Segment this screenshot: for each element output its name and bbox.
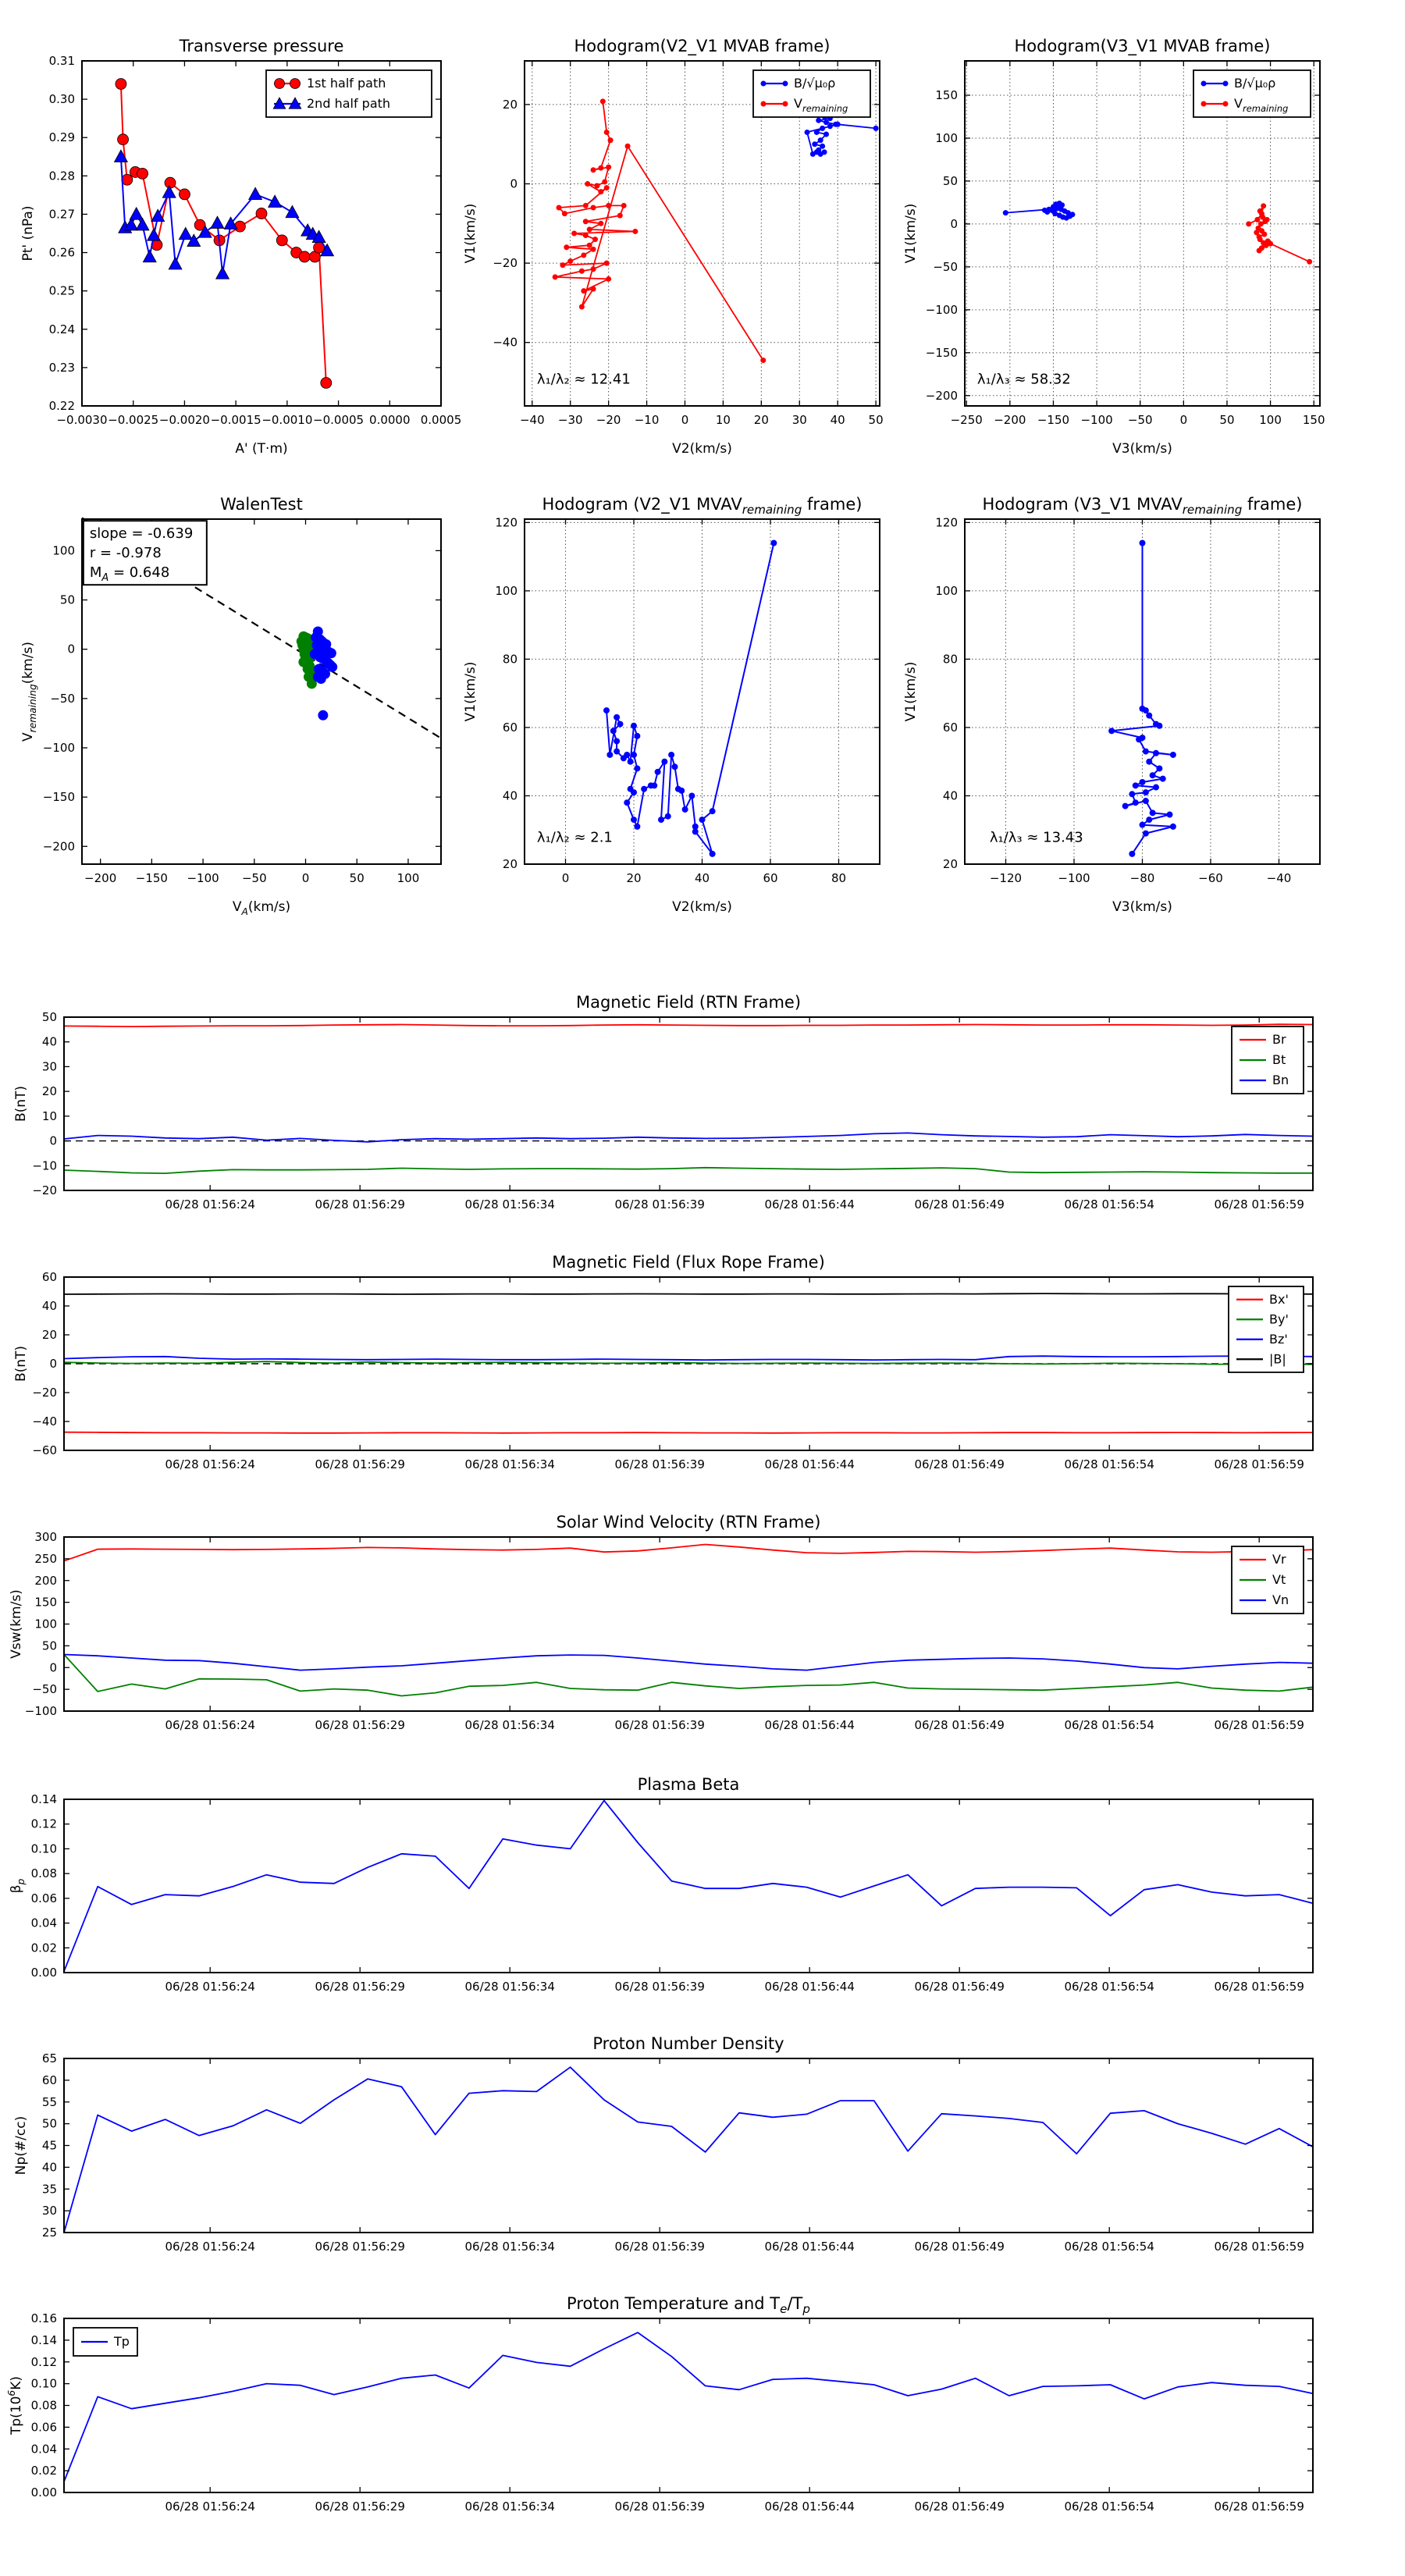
svg-text:0.28: 0.28 [48,169,75,183]
svg-text:0.31: 0.31 [48,54,75,68]
svg-text:0.00: 0.00 [30,2485,57,2500]
svg-text:06/28 01:56:59: 06/28 01:56:59 [1214,1457,1304,1471]
svg-text:−30: −30 [557,413,583,427]
chart-title: Proton Temperature and $T_e/T_p$ [567,2294,810,2316]
svg-text:0.04: 0.04 [30,2442,57,2457]
svg-text:250: 250 [34,1551,57,1566]
svg-text:40: 40 [41,1034,57,1049]
svg-text:−0.0030: −0.0030 [56,413,108,427]
svg-text:0.14: 0.14 [30,2332,57,2347]
svg-text:−40: −40 [519,413,545,427]
svg-text:80: 80 [831,871,847,885]
svg-text:06/28 01:56:29: 06/28 01:56:29 [315,1197,405,1212]
svg-text:Br: Br [1272,1032,1286,1047]
svg-text:−0.0025: −0.0025 [108,413,159,427]
svg-text:0.10: 0.10 [30,1841,57,1856]
svg-text:0: 0 [49,1660,57,1675]
svg-text:0: 0 [561,871,570,885]
svg-text:06/28 01:56:29: 06/28 01:56:29 [315,1718,405,1732]
svg-text:06/28 01:56:34: 06/28 01:56:34 [464,1718,555,1732]
svg-text:06/28 01:56:34: 06/28 01:56:34 [464,2240,555,2254]
chart-title: Hodogram (V2_V1 $MVAV_{remaining}$ frame) [542,495,863,517]
svg-text:06/28 01:56:34: 06/28 01:56:34 [464,2500,555,2514]
svg-text:−100: −100 [925,302,958,317]
svg-text:06/28 01:56:34: 06/28 01:56:34 [464,1457,555,1471]
svg-text:0: 0 [67,642,75,656]
svg-text:50: 50 [59,592,75,607]
svg-text:Bz': Bz' [1269,1331,1288,1347]
svg-text:80: 80 [942,652,958,667]
svg-text:λ₁/λ₃ ≈ 13.43: λ₁/λ₃ ≈ 13.43 [989,829,1083,846]
svg-text:10: 10 [41,1108,57,1123]
svg-text:50: 50 [41,1010,57,1024]
chart-title: Magnetic Field (Flux Rope Frame) [552,1253,825,1272]
svg-text:Vt: Vt [1272,1572,1286,1587]
svg-text:06/28 01:56:59: 06/28 01:56:59 [1214,1718,1304,1732]
svg-text:r = -0.978: r = -0.978 [89,545,162,562]
svg-text:40: 40 [942,788,958,803]
svg-text:0.23: 0.23 [48,360,75,375]
svg-text:80: 80 [502,652,518,667]
svg-text:40: 40 [694,871,710,885]
svg-text:λ₁/λ₂ ≈ 2.1: λ₁/λ₂ ≈ 2.1 [536,829,613,846]
svg-text:−40: −40 [493,335,518,350]
svg-text:−250: −250 [950,413,983,427]
svg-text:100: 100 [935,583,958,598]
svg-text:30: 30 [41,1059,57,1074]
svg-text:20: 20 [502,97,518,112]
svg-text:−0.0020: −0.0020 [158,413,210,427]
svg-text:−50: −50 [241,871,267,885]
svg-text:300: 300 [34,1530,57,1544]
svg-text:0.06: 0.06 [30,2420,57,2435]
svg-text:20: 20 [41,1328,57,1342]
svg-text:06/28 01:56:24: 06/28 01:56:24 [165,2500,255,2514]
annotation-0 [84,521,207,585]
y-axis-label: B(nT) [13,1085,29,1123]
y-axis-label: Np(#/cc) [13,2115,29,2176]
svg-text:06/28 01:56:39: 06/28 01:56:39 [614,1980,705,1994]
svg-text:06/28 01:56:29: 06/28 01:56:29 [315,2240,405,2254]
legend [1193,70,1311,117]
svg-text:λ₁/λ₃ ≈ 58.32: λ₁/λ₃ ≈ 58.32 [976,371,1071,388]
svg-text:40: 40 [502,788,518,803]
legend [1232,1546,1304,1614]
svg-text:100: 100 [52,543,75,558]
svg-text:50: 50 [868,413,884,427]
svg-text:30: 30 [791,413,807,427]
svg-text:B/√μ₀ρ: B/√μ₀ρ [1234,76,1276,91]
svg-text:06/28 01:56:44: 06/28 01:56:44 [764,1457,855,1471]
annotation-0 [990,829,1083,845]
svg-text:40: 40 [830,413,845,427]
svg-text:06/28 01:56:44: 06/28 01:56:44 [764,1718,855,1732]
svg-text:0: 0 [301,871,310,885]
svg-text:50: 50 [41,1638,57,1653]
svg-text:100: 100 [397,871,420,885]
svg-text:−10: −10 [634,413,660,427]
svg-text:0.25: 0.25 [48,283,75,298]
svg-text:06/28 01:56:24: 06/28 01:56:24 [165,1457,255,1471]
svg-text:−150: −150 [925,345,958,360]
svg-text:06/28 01:56:39: 06/28 01:56:39 [614,1197,705,1212]
x-axis-label: V3(km/s) [1112,899,1172,915]
svg-text:0.27: 0.27 [48,207,75,222]
svg-text:0.02: 0.02 [30,2464,57,2478]
chart-title: Hodogram(V3_V1 MVAB frame) [1014,37,1271,55]
series-Bx' [64,1432,1313,1433]
svg-text:0.30: 0.30 [48,92,75,107]
chart-title: Proton Number Density [592,2034,784,2053]
svg-text:−40: −40 [32,1414,57,1429]
chart-title: Hodogram (V3_V1 $MVAV_{remaining}$ frame) [982,495,1303,517]
svg-text:−50: −50 [50,691,75,706]
svg-text:150: 150 [34,1595,57,1610]
svg-text:Bn: Bn [1272,1073,1289,1087]
svg-text:−0.0005: −0.0005 [313,413,365,427]
svg-text:06/28 01:56:54: 06/28 01:56:54 [1064,2500,1154,2514]
svg-text:06/28 01:56:24: 06/28 01:56:24 [165,1980,255,1994]
svg-text:06/28 01:56:54: 06/28 01:56:54 [1064,1980,1154,1994]
y-axis-label: V1(km/s) [903,203,919,264]
svg-text:06/28 01:56:24: 06/28 01:56:24 [165,1197,255,1212]
annotation-0 [977,371,1071,387]
svg-text:0.02: 0.02 [30,1941,57,1955]
svg-text:06/28 01:56:24: 06/28 01:56:24 [165,2240,255,2254]
svg-text:0.12: 0.12 [30,2354,57,2369]
svg-text:0.22: 0.22 [48,399,75,413]
svg-text:06/28 01:56:34: 06/28 01:56:34 [464,1197,555,1212]
svg-text:06/28 01:56:59: 06/28 01:56:59 [1214,2240,1304,2254]
svg-text:06/28 01:56:39: 06/28 01:56:39 [614,2500,705,2514]
y-axis-label: Pt' (nPa) [20,205,36,262]
svg-text:06/28 01:56:54: 06/28 01:56:54 [1064,2240,1154,2254]
svg-text:Vn: Vn [1272,1592,1289,1607]
svg-text:−10: −10 [32,1158,57,1173]
chart-title: Plasma Beta [637,1775,740,1794]
svg-text:120: 120 [935,515,958,530]
x-axis-label: V3(km/s) [1112,441,1172,457]
svg-text:20: 20 [41,1084,57,1099]
svg-text:100: 100 [34,1617,57,1631]
svg-text:Tp: Tp [114,2334,130,2349]
annotation-0 [537,371,631,387]
svg-text:By': By' [1269,1311,1289,1327]
svg-text:−100: −100 [1080,413,1113,427]
svg-text:0: 0 [681,413,689,427]
svg-text:06/28 01:56:49: 06/28 01:56:49 [914,1197,1005,1212]
svg-text:06/28 01:56:39: 06/28 01:56:39 [614,2240,705,2254]
legend [1229,1286,1304,1372]
svg-text:65: 65 [41,2051,57,2065]
svg-text:06/28 01:56:59: 06/28 01:56:59 [1214,2500,1304,2514]
svg-text:150: 150 [935,87,958,102]
y-axis-label: $V_{remaining}(km/s)$ [20,642,38,742]
svg-text:0.08: 0.08 [30,2398,57,2413]
svg-text:35: 35 [41,2182,57,2197]
svg-text:60: 60 [763,871,778,885]
svg-text:−50: −50 [1127,413,1153,427]
svg-text:06/28 01:56:54: 06/28 01:56:54 [1064,1197,1154,1212]
svg-text:2nd half path: 2nd half path [307,96,391,111]
svg-text:0.0005: 0.0005 [420,413,462,427]
svg-text:60: 60 [502,720,518,735]
svg-text:200: 200 [34,1573,57,1588]
svg-text:−40: −40 [1266,871,1292,885]
svg-text:60: 60 [41,1270,57,1284]
svg-text:50: 50 [41,2116,57,2131]
svg-text:−100: −100 [1058,871,1090,885]
svg-text:06/28 01:56:34: 06/28 01:56:34 [464,1980,555,1994]
svg-text:−120: −120 [989,871,1023,885]
svg-text:−150: −150 [42,790,75,805]
svg-text:|B|: |B| [1269,1351,1286,1367]
y-axis-label: $Tp(10^6K)$ [6,2375,24,2435]
svg-text:0: 0 [510,176,518,191]
svg-text:50: 50 [349,871,365,885]
svg-text:06/28 01:56:44: 06/28 01:56:44 [764,1197,855,1212]
y-axis-label: V1(km/s) [903,661,919,722]
legend [753,70,870,117]
svg-text:−60: −60 [1198,871,1223,885]
svg-text:−50: −50 [933,259,958,274]
chart-title: WalenTest [220,495,303,514]
svg-text:0: 0 [1179,413,1188,427]
svg-text:−100: −100 [187,871,219,885]
svg-text:20: 20 [753,413,769,427]
svg-text:60: 60 [41,2073,57,2087]
legend [266,70,432,117]
svg-text:50: 50 [1219,413,1235,427]
svg-text:20: 20 [502,857,518,871]
legend [1232,1026,1304,1094]
svg-text:0.06: 0.06 [30,1891,57,1905]
svg-text:20: 20 [942,857,958,871]
x-axis-label: V2(km/s) [672,899,732,915]
svg-text:150: 150 [1302,413,1325,427]
svg-text:Vremaining: $V_{remaining}$ [794,96,848,114]
svg-text:0: 0 [950,216,958,231]
svg-text:Vremaining: $V_{remaining}$ [1234,96,1289,114]
svg-text:20: 20 [626,871,642,885]
svg-text:06/28 01:56:44: 06/28 01:56:44 [764,2500,855,2514]
svg-text:−80: −80 [1129,871,1155,885]
svg-text:120: 120 [495,515,518,530]
svg-text:06/28 01:56:49: 06/28 01:56:49 [914,2500,1005,2514]
x-axis-label: $V_A(km/s)$ [232,899,291,917]
svg-text:−100: −100 [42,740,75,755]
svg-text:06/28 01:56:49: 06/28 01:56:49 [914,1980,1005,1994]
svg-text:1st half path: 1st half path [307,76,386,91]
svg-text:−200: −200 [994,413,1026,427]
svg-text:−200: −200 [84,871,117,885]
svg-text:−20: −20 [32,1386,57,1400]
svg-text:−50: −50 [32,1682,57,1697]
svg-text:06/28 01:56:39: 06/28 01:56:39 [614,1718,705,1732]
svg-text:slope = -0.639: slope = -0.639 [89,525,194,543]
x-axis-label: A' (T·m) [235,441,288,457]
svg-text:λ₁/λ₂ ≈ 12.41: λ₁/λ₂ ≈ 12.41 [536,371,631,388]
svg-text:100: 100 [1259,413,1282,427]
series-|B| [64,1293,1313,1294]
svg-text:−200: −200 [42,839,75,854]
svg-text:B/√μ₀ρ: B/√μ₀ρ [794,76,836,91]
annotation-0 [537,829,613,845]
svg-text:06/28 01:56:54: 06/28 01:56:54 [1064,1457,1154,1471]
svg-text:−150: −150 [1037,413,1070,427]
svg-text:50: 50 [942,173,958,188]
y-axis-label: Vsw(km/s) [9,1589,24,1659]
svg-text:06/28 01:56:49: 06/28 01:56:49 [914,2240,1005,2254]
svg-text:06/28 01:56:29: 06/28 01:56:29 [315,1980,405,1994]
svg-text:0: 0 [49,1357,57,1371]
svg-text:0.04: 0.04 [30,1916,57,1930]
svg-text:0.00: 0.00 [30,1966,57,1980]
svg-text:06/28 01:56:54: 06/28 01:56:54 [1064,1718,1154,1732]
svg-text:0.26: 0.26 [48,245,75,260]
svg-text:−0.0010: −0.0010 [261,413,313,427]
svg-text:100: 100 [935,130,958,145]
legend [73,2328,137,2356]
svg-text:0.08: 0.08 [30,1866,57,1881]
svg-text:Bx': Bx' [1269,1291,1289,1307]
svg-text:−150: −150 [135,871,168,885]
svg-text:06/28 01:56:59: 06/28 01:56:59 [1214,1980,1304,1994]
svg-text:40: 40 [41,1299,57,1313]
svg-text:06/28 01:56:49: 06/28 01:56:49 [914,1718,1005,1732]
svg-text:Bt: Bt [1272,1052,1286,1067]
svg-text:25: 25 [41,2226,57,2240]
svg-text:55: 55 [41,2094,57,2109]
svg-text:−200: −200 [925,388,958,403]
svg-text:−20: −20 [596,413,621,427]
svg-text:06/28 01:56:39: 06/28 01:56:39 [614,1457,705,1471]
svg-text:−0.0015: −0.0015 [210,413,261,427]
svg-text:0: 0 [49,1133,57,1148]
y-axis-label: V1(km/s) [463,661,478,722]
y-axis-label: V1(km/s) [463,203,478,264]
svg-text:06/28 01:56:59: 06/28 01:56:59 [1214,1197,1304,1212]
chart-title: Transverse pressure [179,37,344,55]
svg-text:−20: −20 [493,256,518,271]
svg-text:06/28 01:56:29: 06/28 01:56:29 [315,2500,405,2514]
svg-text:0.0000: 0.0000 [369,413,411,427]
svg-text:30: 30 [41,2204,57,2218]
chart-title: Magnetic Field (RTN Frame) [575,993,802,1012]
svg-text:40: 40 [41,2160,57,2175]
svg-text:06/28 01:56:44: 06/28 01:56:44 [764,2240,855,2254]
svg-text:45: 45 [41,2138,57,2153]
svg-text:−20: −20 [32,1183,57,1197]
svg-text:Vr: Vr [1272,1552,1286,1567]
svg-text:−100: −100 [24,1704,57,1718]
x-axis-label: V2(km/s) [672,441,732,457]
svg-text:10: 10 [715,413,731,427]
y-axis-label: $\beta_p$ [9,1878,27,1894]
svg-text:0.24: 0.24 [48,322,75,336]
svg-text:0.12: 0.12 [30,1816,57,1831]
svg-text:−60: −60 [32,1443,57,1457]
y-axis-label: B(nT) [13,1345,29,1382]
chart-title: Hodogram(V2_V1 MVAB frame) [574,37,831,55]
svg-text:MA = 0.648: $M_A = 0.648$ [89,564,170,585]
chart-title: Solar Wind Velocity (RTN Frame) [556,1513,821,1532]
svg-text:06/28 01:56:29: 06/28 01:56:29 [315,1457,405,1471]
svg-text:0.29: 0.29 [48,130,75,145]
svg-text:100: 100 [495,583,518,598]
svg-text:06/28 01:56:44: 06/28 01:56:44 [764,1980,855,1994]
svg-text:60: 60 [942,720,958,735]
svg-text:06/28 01:56:49: 06/28 01:56:49 [914,1457,1005,1471]
svg-text:06/28 01:56:24: 06/28 01:56:24 [165,1718,255,1732]
svg-text:0.14: 0.14 [30,1792,57,1806]
svg-text:0.10: 0.10 [30,2376,57,2391]
svg-text:0.16: 0.16 [30,2311,57,2325]
